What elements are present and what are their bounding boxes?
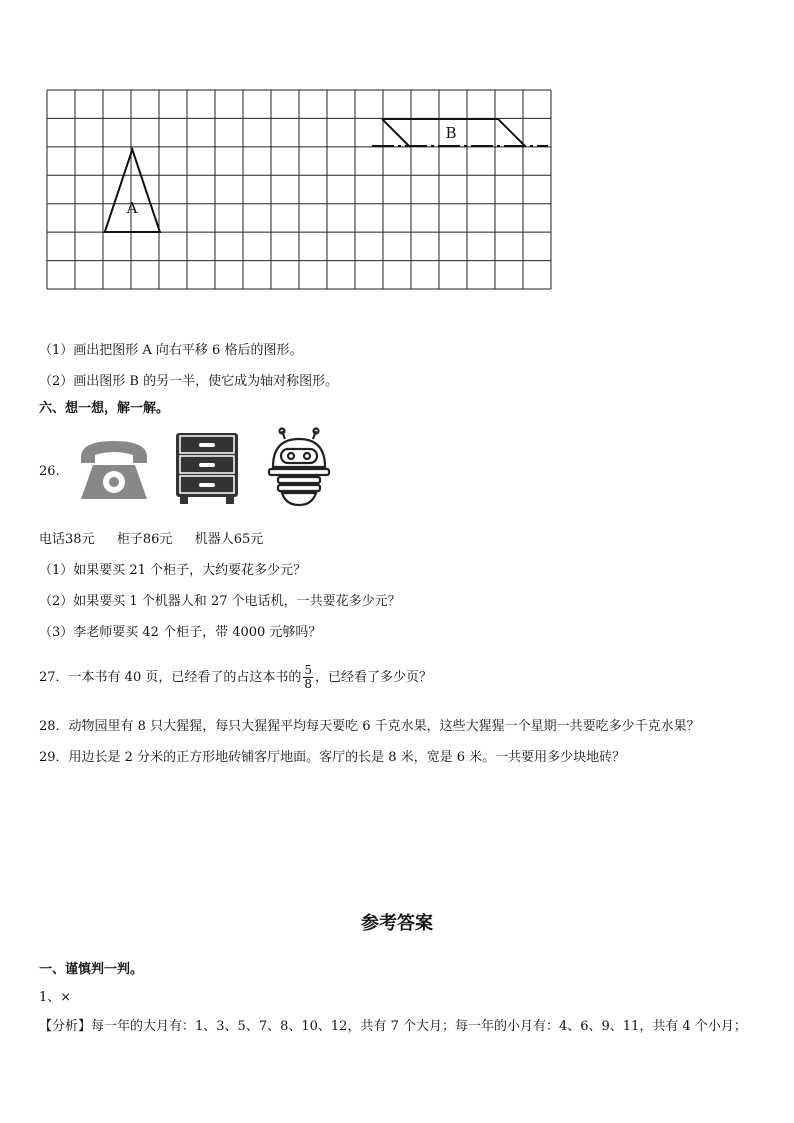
- price-list: [39, 532, 263, 548]
- price-item-telephone: 电话38元: [39, 532, 95, 547]
- problem26-question-2: （2）如果要买 1 个机器人和 27 个电话机，一共要花多少元？: [39, 594, 401, 609]
- answers-item-1: 1、×: [39, 990, 72, 1005]
- fraction-numerator: 5: [304, 663, 312, 677]
- problem26-question-1: （1）如果要买 21 个柜子，大约要花多少元？: [39, 563, 307, 578]
- answers-title: 参考答案: [361, 913, 433, 934]
- problem28: 28．动物园里有 8 只大猩猩，每只大猩猩平均每天要吃 6 千克水果，这些大猩猩一个星期一共要吃多少千克水果？: [39, 719, 700, 734]
- problem27-text-before: 27．一本书有 40 页，已经看了的占这本书的: [39, 670, 302, 685]
- fraction-denominator: 8: [304, 677, 312, 691]
- grid-figure: [46, 89, 554, 291]
- shape-label-b: B: [445, 124, 457, 142]
- price-item-robot: 机器人65元: [194, 532, 264, 547]
- answers-analysis: 【分析】每一年的大月有：1、3、5、7、8、10、12，共有 7 个大月；每一年的小月有：4、6、9、11，共有 4 个小月；: [39, 1019, 747, 1034]
- triangle-shape-a: [105, 150, 160, 233]
- problem27: [39, 661, 432, 695]
- section6-heading: 六、想一想，解一解。: [39, 401, 170, 416]
- triangle-label-a: A: [126, 199, 138, 217]
- problem26-question-3: （3）李老师要买 42 个柜子，带 4000 元够吗？: [39, 625, 322, 640]
- answers-section1-heading: 一、谨慎判一判。: [39, 962, 144, 977]
- problem26-number: 26.: [39, 464, 60, 479]
- instruction-2: （2）画出图形 B 的另一半，使它成为轴对称图形。: [39, 374, 339, 389]
- problem27-text-after: ，已经看了多少页？: [315, 670, 433, 685]
- robot-icon: [266, 427, 332, 507]
- instruction-1: （1）画出把图形 A 向右平移 6 格后的图形。: [39, 343, 303, 358]
- fraction-5-8: [303, 664, 313, 691]
- telephone-icon: [77, 435, 151, 503]
- price-item-cabinet: 柜子86元: [116, 532, 173, 547]
- cabinet-icon: [176, 433, 238, 505]
- problem29: 29．用边长是 2 分米的正方形地砖铺客厅地面。客厅的长是 8 米，宽是 6 米。一共要用多少块地砖？: [39, 750, 626, 765]
